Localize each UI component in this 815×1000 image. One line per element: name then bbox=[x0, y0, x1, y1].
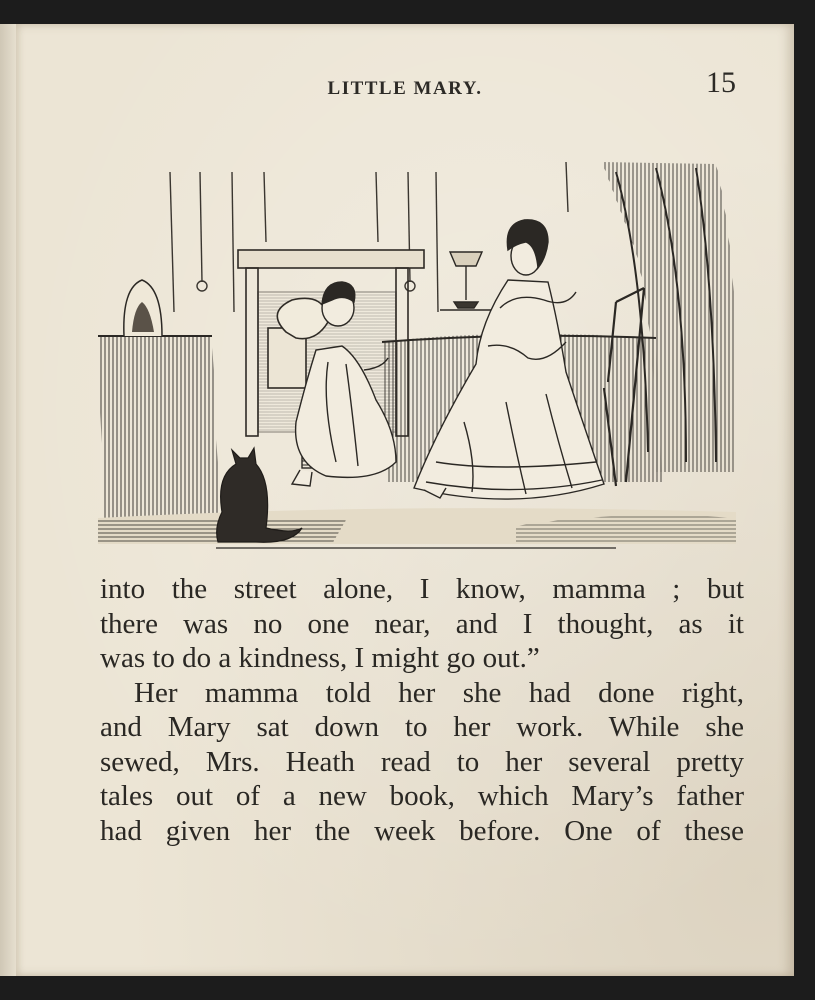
running-head: LITTLE MARY. bbox=[327, 78, 483, 99]
paragraph bbox=[100, 676, 744, 849]
book-page bbox=[16, 24, 794, 976]
engraving-illustration bbox=[96, 132, 740, 552]
side-table bbox=[98, 280, 220, 520]
text-line: and Mary sat down to her work. While she bbox=[100, 711, 744, 743]
text-line: tales out of a new book, which Mary’s father bbox=[100, 780, 744, 812]
text-line: had given her the week before. One of these bbox=[100, 814, 744, 847]
facing-page-edge bbox=[0, 24, 17, 976]
text-line: there was no one near, and I thought, as it bbox=[100, 607, 744, 640]
paragraph-continued bbox=[100, 572, 744, 676]
text-line: Her mamma told her she had done right, bbox=[134, 676, 744, 709]
floor bbox=[98, 508, 736, 548]
text-line: into the street alone, I know, mamma ; but bbox=[100, 573, 744, 605]
page-number: 15 bbox=[706, 66, 736, 99]
body-text bbox=[100, 572, 744, 848]
text-line: was to do a kindness, I might go out.” bbox=[100, 642, 540, 674]
text-line: sewed, Mrs. Heath read to her several pretty bbox=[100, 745, 744, 778]
